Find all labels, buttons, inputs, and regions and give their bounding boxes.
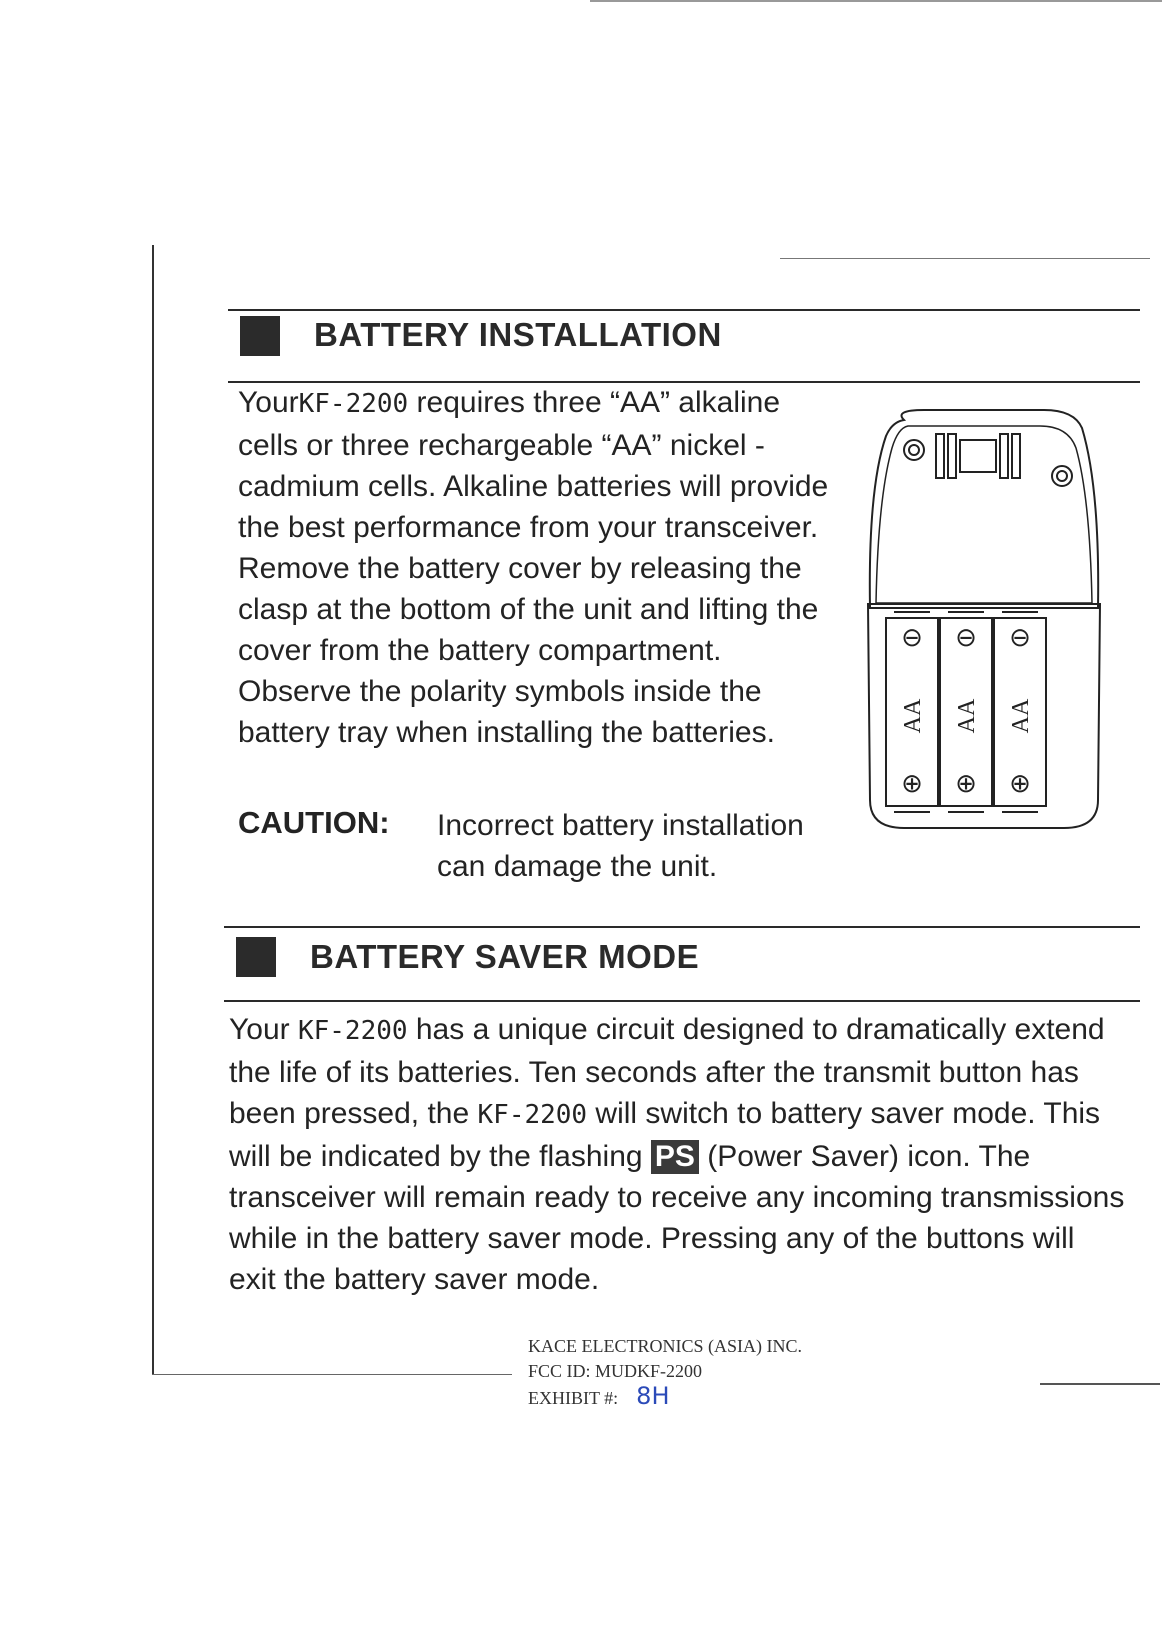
model-number: KF-2200 [298, 389, 409, 419]
para-body: requires three “AA” alkaline cells or three rechargeable “AA” nickel - cadmium cells. Alkaline batteries will provide the best performance from your transceiver. Remove the battery cover by releasing the clasp at the bottom of the unit and lifting the cover from the battery compartment. Observe the polarity symbols inside the battery tray when installing the batteries. [238, 386, 829, 749]
cell-label-1: AA [900, 698, 926, 734]
saver-text-3: will switch to battery saver mode. This will be indicated by the flashing [229, 1097, 1101, 1173]
scan-edge-right [1040, 1383, 1160, 1385]
saver-section-rule-bottom [224, 1000, 1140, 1002]
minus-symbol-1: ⊖ [901, 623, 923, 653]
saver-text-4: (Power Saver) icon. The transceiver will remain ready to receive any incoming transmissions while in the battery saver mode. Pressing any of the buttons will exit the battery saver mode. [229, 1140, 1125, 1296]
plus-symbol-3: ⊕ [1009, 769, 1031, 799]
model-number-2: KF-2200 [297, 1016, 408, 1046]
plus-symbol-1: ⊕ [901, 769, 923, 799]
cell-label-3: AA [1008, 698, 1034, 734]
scan-frame-bottom [152, 1374, 512, 1375]
section-bullet-icon [240, 316, 280, 356]
battery-installation-heading: BATTERY INSTALLATION [314, 316, 722, 353]
cell-labels [900, 698, 1034, 733]
battery-saver-heading: BATTERY SAVER MODE [310, 938, 700, 975]
plus-symbol-2: ⊕ [955, 769, 977, 799]
caution-label: CAUTION: [238, 805, 390, 840]
battery-compartment-figure [864, 408, 1104, 848]
screw-icon-left [904, 440, 924, 460]
power-saver-icon: PS [651, 1140, 699, 1174]
saver-section-bullet-icon [236, 937, 276, 977]
stamp-exhibit-label: EXHIBIT #: [528, 1388, 619, 1408]
stamp-fcc-id: FCC ID: MUDKF-2200 [528, 1361, 703, 1381]
saver-text-1: Your [229, 1013, 298, 1046]
saver-section-rule-top [224, 926, 1140, 928]
battery-saver-paragraph [229, 1009, 1129, 1300]
scan-edge-top [590, 0, 1162, 2]
stamp-company: KACE ELECTRONICS (ASIA) INC. [528, 1336, 802, 1356]
saver-text-2: has a unique circuit designed to dramatically extend the life of its batteries. Ten seconds after the transmit button has been pressed, the [229, 1013, 1105, 1130]
clasp-icon [936, 434, 1020, 478]
battery-installation-paragraph [238, 382, 838, 753]
scan-frame-left [152, 245, 154, 1375]
minus-symbol-3: ⊖ [1009, 623, 1031, 653]
fcc-stamp [528, 1334, 802, 1411]
minus-symbol-2: ⊖ [955, 623, 977, 653]
model-number-3: KF-2200 [477, 1100, 588, 1130]
cell-label-2: AA [954, 698, 980, 734]
caution-text: Incorrect battery installation can damage the unit. [437, 809, 804, 883]
stamp-exhibit-value: 8H [636, 1382, 670, 1410]
stamp-exhibit [528, 1384, 802, 1411]
section-rule-top [228, 309, 1140, 311]
para-prefix: Your [238, 386, 299, 419]
scan-frame-top [780, 258, 1150, 259]
screw-icon-right [1052, 466, 1072, 486]
